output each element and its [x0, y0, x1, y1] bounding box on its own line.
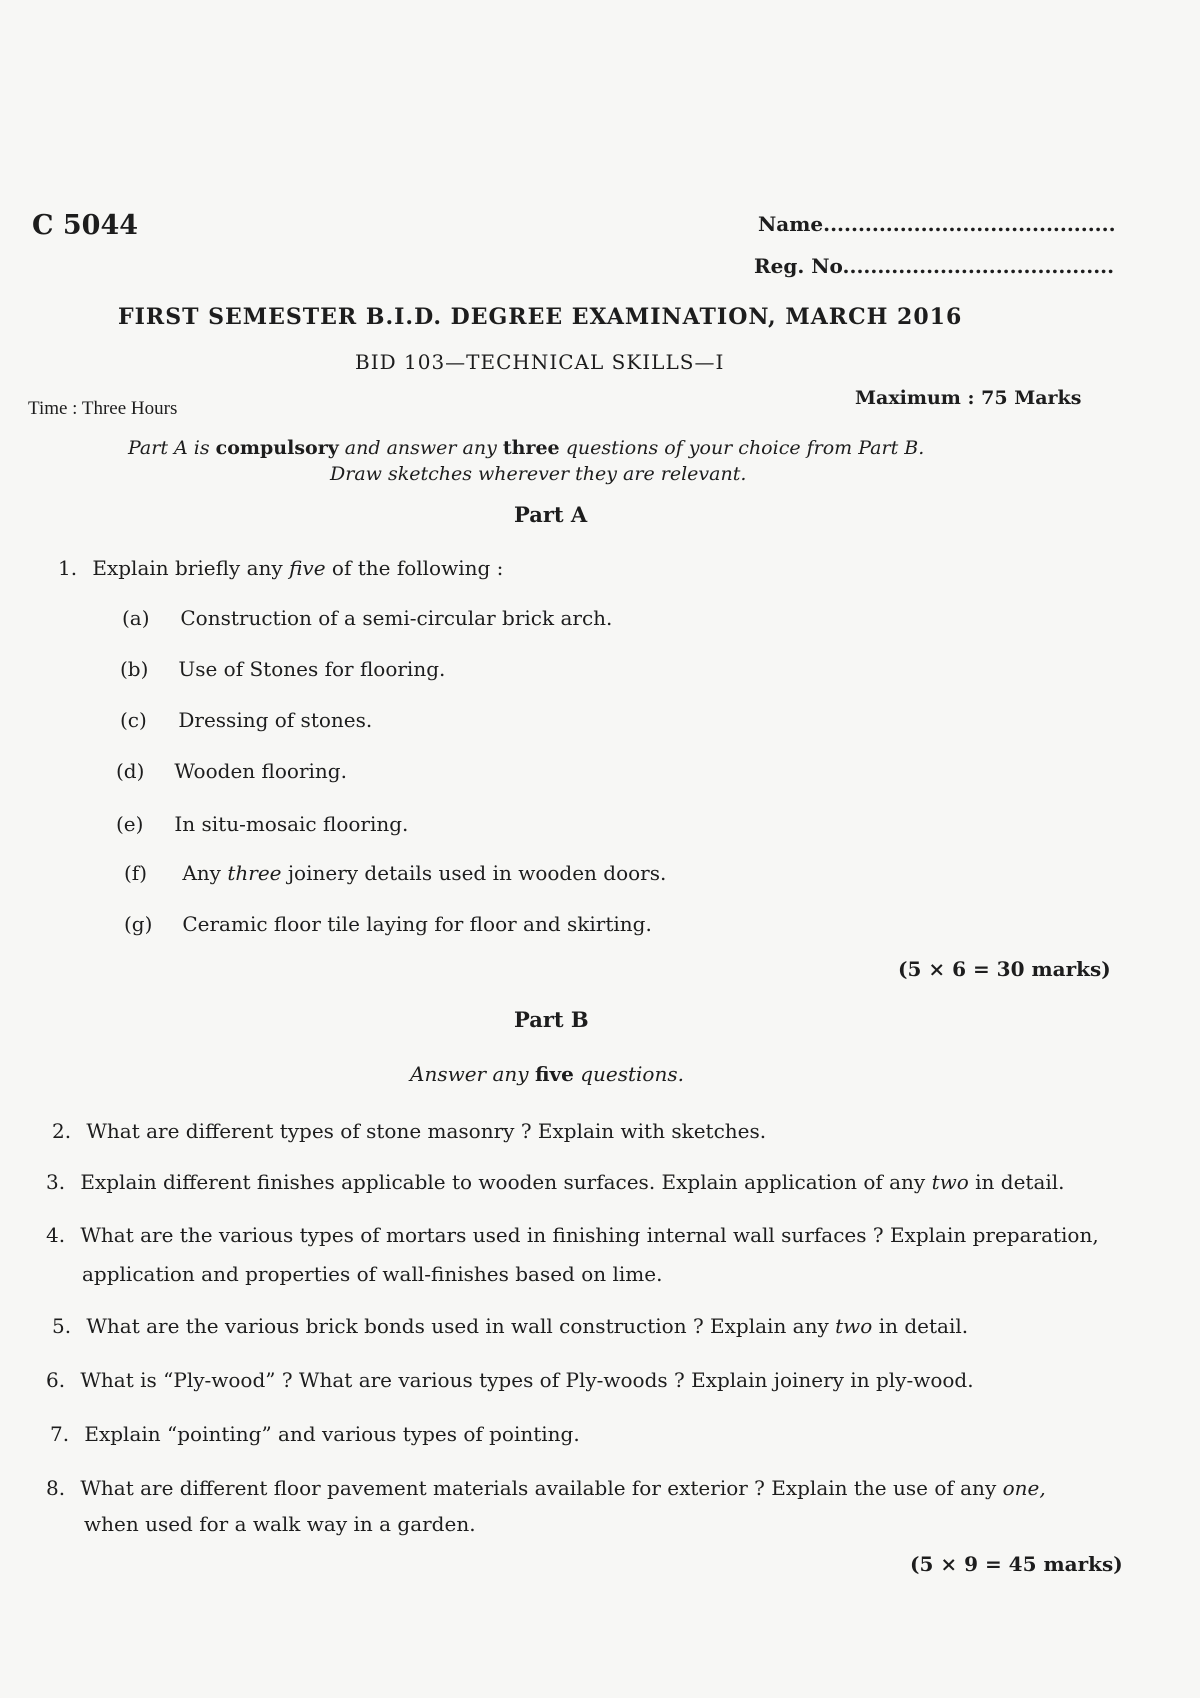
sub-item-text: Dressing of stones. [178, 708, 373, 732]
sub-item-label: (g) [124, 912, 153, 936]
question-emphasis: two [835, 1314, 873, 1338]
instr-emphasis: three [502, 437, 560, 459]
question-2 [52, 1119, 766, 1143]
sub-item-label: (f) [124, 861, 148, 885]
instr-emphasis: compulsory [215, 437, 339, 459]
question-text: in detail. [878, 1314, 969, 1338]
question-5 [52, 1314, 968, 1338]
sub-item-emphasis: three [227, 861, 282, 885]
sub-item-label: (d) [116, 759, 145, 783]
instruction-line-2: Draw sketches wherever they are relevant. [330, 463, 747, 485]
instruction-line-1 [128, 437, 924, 459]
sub-item-e [116, 812, 408, 836]
question-number: 7. [50, 1422, 70, 1446]
exam-title: FIRST SEMESTER B.I.D. DEGREE EXAMINATION, MARCH 2016 [118, 304, 963, 330]
part-b-heading: Part B [514, 1007, 589, 1032]
question-text: Explain briefly any [92, 556, 283, 580]
question-4-continued: application and properties of wall-finishes based on lime. [82, 1262, 663, 1286]
instr-text: questions. [580, 1062, 684, 1086]
sub-item-b [120, 657, 445, 681]
question-8 [46, 1476, 1046, 1500]
question-text: in detail. [975, 1170, 1065, 1194]
part-b-instruction [410, 1062, 684, 1086]
paper-title: BID 103—TECHNICAL SKILLS—I [355, 350, 725, 374]
question-1 [58, 556, 503, 580]
question-emphasis: one, [1002, 1476, 1046, 1500]
sub-item-label: (a) [122, 606, 150, 630]
sub-item-text: Ceramic floor tile laying for floor and skirting. [182, 912, 652, 936]
paper-code: C 5044 [32, 210, 139, 241]
question-text: What are the various brick bonds used in wall construction ? Explain any [86, 1314, 829, 1338]
question-number: 2. [52, 1119, 72, 1143]
reg-no-field-label: Reg. No....................................... [754, 254, 1115, 278]
sub-item-a [122, 606, 612, 630]
question-text: What are different types of stone masonry ? Explain with sketches. [86, 1119, 767, 1143]
question-4 [46, 1223, 1099, 1247]
question-3 [46, 1170, 1065, 1194]
sub-item-text: Any [182, 861, 221, 885]
part-a-marks: (5 × 6 = 30 marks) [898, 957, 1111, 981]
question-number: 3. [46, 1170, 66, 1194]
sub-item-f [124, 861, 666, 885]
question-number: 5. [52, 1314, 72, 1338]
question-text: Explain different finishes applicable to wooden surfaces. Explain application of any [80, 1170, 926, 1194]
question-6 [46, 1368, 974, 1392]
sub-item-text: Wooden flooring. [174, 759, 347, 783]
sub-item-c [120, 708, 372, 732]
question-8-continued: when used for a walk way in a garden. [84, 1512, 476, 1536]
sub-item-text: joinery details used in wooden doors. [287, 861, 667, 885]
question-number: 1. [58, 556, 78, 580]
question-number: 8. [46, 1476, 66, 1500]
question-number: 6. [46, 1368, 66, 1392]
question-text: What are different floor pavement materials available for exterior ? Explain the use of any [80, 1476, 997, 1500]
part-b-marks: (5 × 9 = 45 marks) [910, 1552, 1123, 1576]
instr-text: questions of your choice from Part B. [565, 437, 925, 459]
sub-item-text: Use of Stones for flooring. [178, 657, 446, 681]
question-text: Explain “pointing” and various types of pointing. [84, 1422, 580, 1446]
question-7 [50, 1422, 580, 1446]
question-number: 4. [46, 1223, 66, 1247]
question-emphasis: five [289, 556, 326, 580]
instr-emphasis: five [534, 1062, 574, 1086]
time-allowed: Time : Three Hours [28, 398, 178, 419]
sub-item-text: Construction of a semi-circular brick arch. [180, 606, 613, 630]
question-text: What is “Ply-wood” ? What are various types of Ply-woods ? Explain joinery in ply-wood. [80, 1368, 974, 1392]
part-a-heading: Part A [514, 502, 588, 527]
instr-text: Answer any [410, 1062, 529, 1086]
instr-text: and answer any [344, 437, 497, 459]
sub-item-label: (e) [116, 812, 144, 836]
question-text: of the following : [331, 556, 504, 580]
question-text: What are the various types of mortars used in finishing internal wall surfaces ? Explain preparation, [80, 1223, 1099, 1247]
question-emphasis: two [931, 1170, 969, 1194]
sub-item-g [124, 912, 652, 936]
sub-item-text: In situ-mosaic flooring. [174, 812, 409, 836]
name-field-label: Name.......................................... [758, 212, 1116, 236]
sub-item-label: (b) [120, 657, 149, 681]
instr-text: Part A is [128, 437, 210, 459]
sub-item-d [116, 759, 347, 783]
sub-item-label: (c) [120, 708, 147, 732]
maximum-marks: Maximum : 75 Marks [855, 387, 1082, 409]
